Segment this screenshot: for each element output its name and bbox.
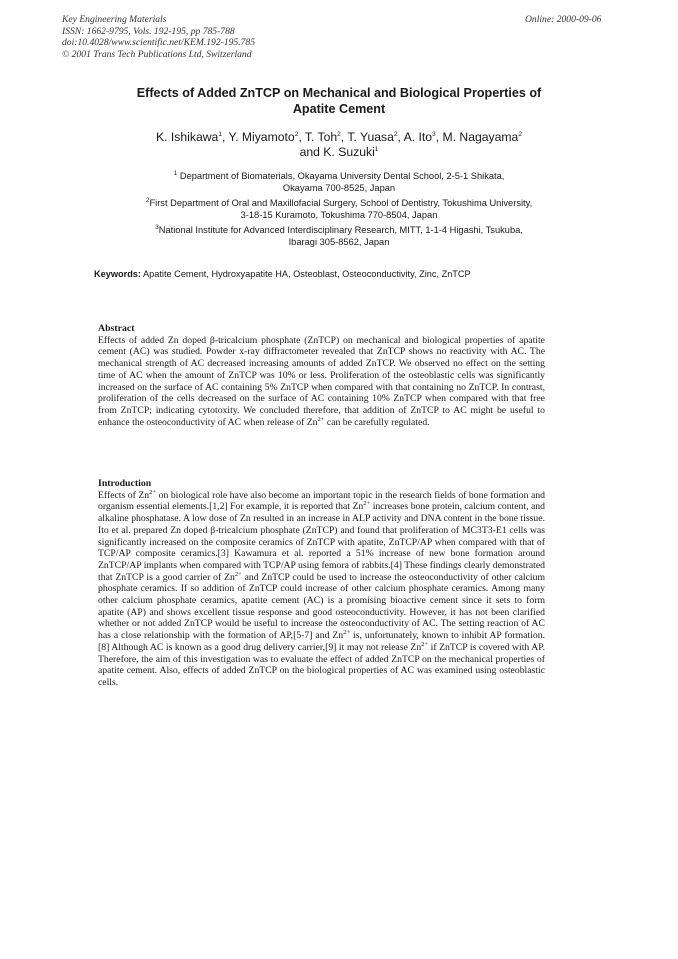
author-name: , T. Yuasa — [340, 130, 394, 144]
intro-text: increases bone protein, calcium content, and alkaline phosphatase. A low dose of Zn resulted in an increase in ALP activity and DNA content in the bone tissue. Ito et al. prepared Zn doped β-tricalcium phosphate (ZnTCP) and found that proliferation of MC3T3-E1 cells was significantly increased on the composite ceramics of ZnTCP with apatite, ZnTCP/AP when compared with that of TCP/AP composite ceramics.[3] Kawamura et al. reported a 51% increase of new bone formation around ZnTCP/AP implants when compared with TCP/AP using femora of rabbits.[4] These findings clearly demonstrated that ZnTCP is a good carrier of Zn — [98, 501, 545, 583]
affiliation-marker: 2 — [393, 130, 398, 138]
affiliation-3 — [74, 224, 604, 248]
author-name: K. Ishikawa — [156, 130, 219, 144]
superscript: 2+ — [343, 628, 351, 636]
title-line-1: Effects of Added ZnTCP on Mechanical and Biological Properties of — [136, 86, 542, 100]
abstract-paragraph — [98, 335, 545, 429]
introduction-section — [98, 478, 545, 689]
doi-line: doi:10.4028/www.scientific.net/KEM.192-195.785 — [62, 37, 256, 48]
intro-text: is, unfortunately, known to inhibit AP formation.[8] Although AC is known as a good drug delivery carrier,[9] it may not release Zn — [98, 630, 545, 653]
abstract-text: Effects of added Zn doped β-tricalcium phosphate (ZnTCP) on mechanical and biological properties of apatite cement (AC) was studied. Powder x-ray diffractometer revealed that ZnTCP shows no reactivity with AC. The mechanical strength of AC decreased increasing amounts of added ZnTCP. We observed no effect on the setting time of AC when the amount of ZnTCP was 10% or less. Proliferation of the osteoblastic cells was significantly increased on the surface of AC containing 5% ZnTCP when compared with that containing no ZnTCP. In contrast, proliferation of the cells decreased on the surface of AC containing 10% ZnTCP when compared with that free from ZnTCP; indicating cytotoxity. We concluded therefore, that addition of ZnTCP to AC might be useful to enhance the osteoconductivity of AC when release of Zn — [98, 334, 545, 428]
superscript: 2+ — [149, 488, 157, 496]
affiliation-1 — [74, 170, 604, 194]
author-list — [74, 130, 604, 160]
abstract-heading: Abstract — [98, 323, 135, 334]
affiliation-2 — [74, 197, 604, 221]
title-line-2: Apatite Cement — [292, 102, 386, 116]
keywords-label: Keywords: — [94, 269, 141, 279]
intro-text: and ZnTCP could be used to increase the osteoconductivity of other calcium phosphate ceramics. If so addition of ZnTCP could increase of other calcium phosphate ceramics. Among many other calcium phosphate ceramics, apatite cement (AC) is a promising bioactive cement since it sets to form apatite (AP) and shows excellent tissue response and good osteoconductivity. However, it has not been clarified whether or not added ZnTCP would be useful to increase the osteoconductivity of AC. The setting reaction of AC has a close relationship with the formation of AP,[5-7] and Zn — [98, 571, 545, 642]
affiliation-marker: 2 — [145, 196, 150, 204]
keywords-text: Apatite Cement, Hydroxyapatite HA, Osteoblast, Osteoconductivity, Zinc, ZnTCP — [140, 269, 471, 279]
journal-header — [62, 14, 255, 60]
intro-text: on biological role have also become an important topic in the research fields of bone formation and organism essential elements.[1,2] For example, it is reported that Zn — [98, 489, 545, 513]
introduction-heading: Introduction — [98, 478, 152, 489]
affiliation-marker: 1 — [173, 169, 178, 177]
affiliation-marker: 2 — [518, 130, 522, 138]
superscript: 2+ — [234, 570, 242, 578]
author-name: , T. Toh — [298, 130, 338, 144]
superscript: 2+ — [317, 415, 325, 423]
affiliation-marker: 2 — [337, 130, 341, 138]
superscript: 2+ — [421, 640, 429, 648]
affiliation-1-line-1 — [74, 170, 604, 182]
paper-title — [64, 85, 614, 117]
author-line-1 — [74, 130, 604, 145]
abstract-section — [98, 323, 545, 428]
issn-line: ISSN: 1662-9795, Vols. 192-195, pp 785-788 — [62, 25, 235, 37]
affiliation-marker: 1 — [374, 145, 379, 153]
affiliation-3-line-1 — [74, 224, 604, 236]
copyright-line: © 2001 Trans Tech Publications Ltd, Switzerland — [62, 48, 252, 60]
journal-name: Key Engineering Materials — [62, 14, 167, 25]
affiliation-1-line-2: Okayama 700-8525, Japan — [282, 183, 396, 193]
online-date: Online: 2000-09-06 — [525, 14, 602, 25]
keywords — [94, 268, 614, 280]
author-name: , Y. Miyamoto — [221, 130, 295, 144]
affiliation-marker: 3 — [432, 130, 436, 138]
affiliation-text: First Department of Oral and Maxillofacial Surgery, School of Dentistry, Tokushima University, — [149, 198, 533, 208]
affiliation-3-line-2: Ibaragi 305-8562, Japan — [288, 237, 390, 247]
affiliation-2-line-1 — [74, 197, 604, 209]
author-line-2 — [74, 145, 604, 160]
author-name: , M. Nagayama — [435, 130, 519, 144]
author-name: , A. Ito — [397, 130, 433, 144]
affiliation-marker: 1 — [218, 130, 222, 138]
introduction-paragraph — [98, 490, 545, 689]
author-name: and K. Suzuki — [299, 145, 375, 159]
abstract-text-end: can be carefully regulated. — [324, 416, 430, 428]
affiliation-2-line-2: 3-18-15 Kuramoto, Tokushima 770-8504, Japan — [240, 210, 438, 220]
intro-text: if ZnTCP is covered with AP. Therefore, the aim of this investigation was to evaluate the effect of added ZnTCP on the mechanical properties of apatite cement. Also, effects of added ZnTCP on the biological properties of AC was examined using osteoblastic cells. — [98, 641, 546, 688]
affiliation-marker: 3 — [155, 223, 159, 231]
affiliation-text: National Institute for Advanced Interdisciplinary Research, MITT, 1-1-4 Higashi, Tsukuba, — [158, 225, 523, 235]
superscript: 2+ — [363, 500, 371, 508]
intro-text: Effects of Zn — [98, 489, 150, 501]
affiliation-marker: 2 — [294, 130, 299, 138]
affiliation-text: Department of Biomaterials, Okayama University Dental School, 2-5-1 Shikata, — [179, 171, 505, 181]
